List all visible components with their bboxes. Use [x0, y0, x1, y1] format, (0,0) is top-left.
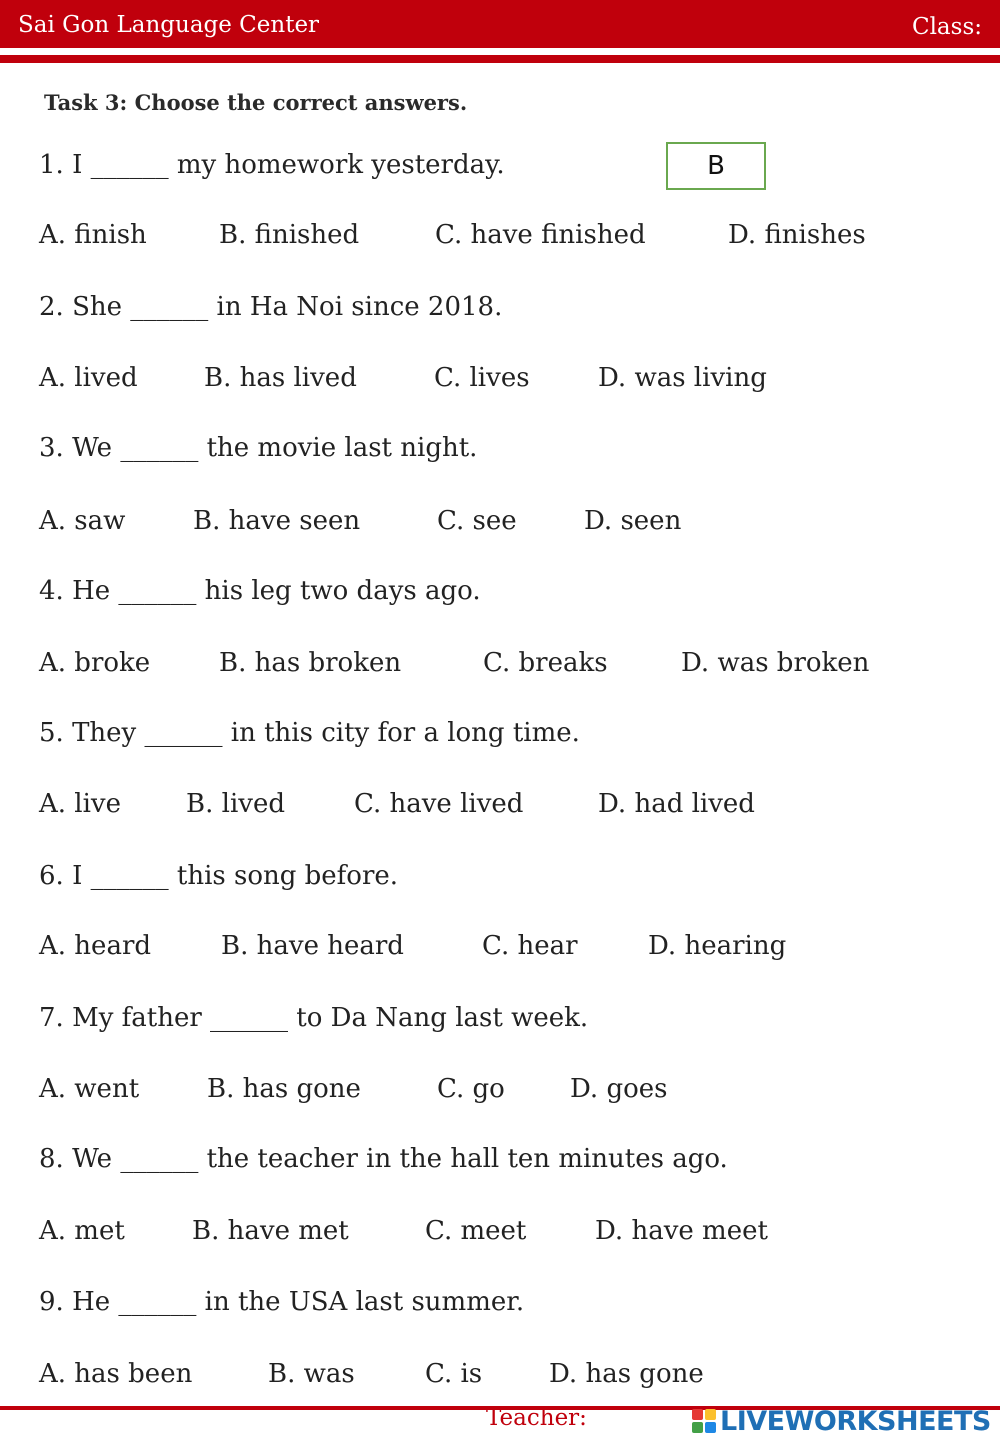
- option-d: D. was living: [598, 363, 767, 393]
- option-c: C. breaks: [483, 648, 608, 678]
- option-c: C. have lived: [354, 789, 524, 819]
- option-a: A. lived: [39, 363, 138, 393]
- question-7-prompt: 7. My father ______ to Da Nang last week.: [39, 1003, 589, 1033]
- option-c: C. lives: [434, 363, 530, 393]
- option-a: A. has been: [39, 1359, 193, 1389]
- option-b: B. has broken: [219, 648, 402, 678]
- question-6-options: [39, 931, 786, 961]
- option-d: D. has gone: [549, 1359, 704, 1389]
- question-4-options: [39, 648, 869, 678]
- question-5-options: [39, 789, 755, 819]
- option-a: A. heard: [39, 931, 152, 961]
- teacher-label: Teacher:: [486, 1405, 587, 1431]
- option-b: B. have seen: [193, 506, 361, 536]
- option-a: A. met: [39, 1216, 125, 1246]
- question-1-prompt: 1. I ______ my homework yesterday.: [39, 150, 505, 180]
- option-c: C. see: [437, 506, 517, 536]
- question-9-prompt: 9. He ______ in the USA last summer.: [39, 1287, 525, 1317]
- option-a: A. broke: [39, 648, 151, 678]
- option-d: D. finishes: [728, 220, 866, 250]
- header-divider: [0, 55, 1000, 63]
- option-b: B. was: [268, 1359, 355, 1389]
- question-9-options: [39, 1359, 704, 1389]
- question-3-options: [39, 506, 681, 536]
- question-7-options: [39, 1074, 667, 1104]
- liveworksheets-brand[interactable]: [692, 1404, 991, 1438]
- option-b: B. finished: [219, 220, 360, 250]
- option-c: C. have finished: [435, 220, 646, 250]
- center-name: Sai Gon Language Center: [18, 12, 320, 38]
- option-b: B. has gone: [207, 1074, 361, 1104]
- option-d: D. goes: [570, 1074, 668, 1104]
- class-label: Class:: [911, 14, 982, 40]
- option-c: C. hear: [482, 931, 578, 961]
- option-d: D. have meet: [595, 1216, 768, 1246]
- question-8-prompt: 8. We ______ the teacher in the hall ten minutes ago.: [39, 1144, 728, 1174]
- question-1-options: [39, 220, 866, 250]
- liveworksheets-logo-icon: [692, 1409, 716, 1433]
- question-8-options: [39, 1216, 768, 1246]
- answer-box-1[interactable]: B: [666, 142, 766, 190]
- question-2-prompt: 2. She ______ in Ha Noi since 2018.: [39, 292, 503, 322]
- option-d: D. had lived: [598, 789, 755, 819]
- option-a: A. live: [39, 789, 122, 819]
- option-c: C. go: [437, 1074, 505, 1104]
- brand-wordmark: LIVEWORKSHEETS: [720, 1405, 991, 1437]
- option-b: B. have met: [192, 1216, 349, 1246]
- option-d: D. seen: [584, 506, 682, 536]
- question-5-prompt: 5. They ______ in this city for a long time.: [39, 718, 580, 748]
- option-b: B. have heard: [221, 931, 404, 961]
- option-a: A. finish: [39, 220, 147, 250]
- option-d: D. hearing: [648, 931, 787, 961]
- option-b: B. lived: [186, 789, 285, 819]
- option-a: A. went: [39, 1074, 140, 1104]
- question-2-options: [39, 363, 767, 393]
- option-b: B. has lived: [204, 363, 357, 393]
- task-title: Task 3: Choose the correct answers.: [44, 90, 468, 115]
- question-4-prompt: 4. He ______ his leg two days ago.: [39, 576, 481, 606]
- option-d: D. was broken: [681, 648, 870, 678]
- option-c: C. is: [425, 1359, 483, 1389]
- question-6-prompt: 6. I ______ this song before.: [39, 861, 399, 891]
- option-a: A. saw: [39, 506, 126, 536]
- question-3-prompt: 3. We ______ the movie last night.: [39, 433, 478, 463]
- option-c: C. meet: [425, 1216, 527, 1246]
